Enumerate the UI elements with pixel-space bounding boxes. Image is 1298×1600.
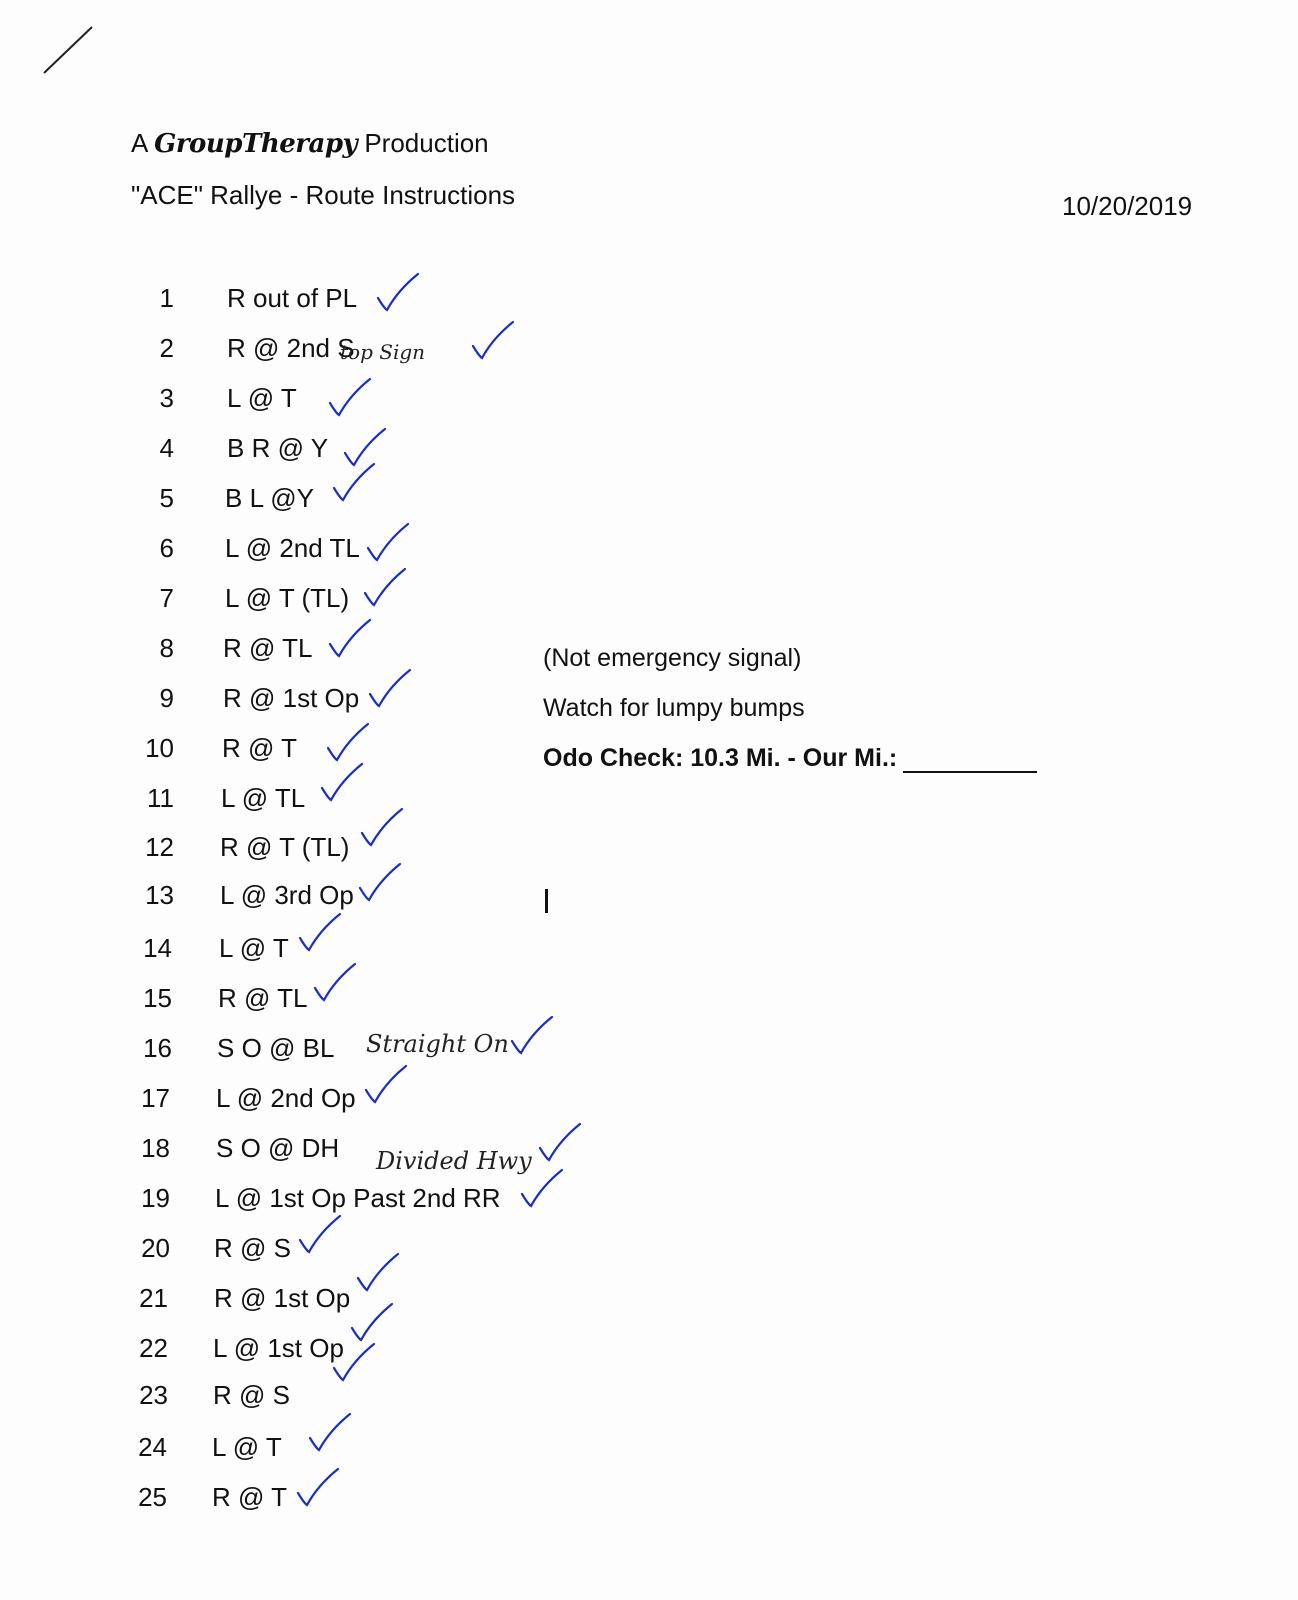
instruction-number: 6 <box>159 533 174 563</box>
instruction-text: L @ T <box>227 383 297 413</box>
handwritten-note-2: top Sign <box>340 340 426 364</box>
instruction-number: 21 <box>139 1283 168 1313</box>
instruction-number: 4 <box>159 433 174 463</box>
check-mark-15 <box>315 964 355 1000</box>
check-mark-14 <box>300 914 340 950</box>
instruction-text: L @ 1st Op <box>213 1333 344 1363</box>
instruction-text: R @ T <box>222 733 298 763</box>
header-suffix: Production <box>364 128 489 158</box>
check-mark-23 <box>334 1344 374 1380</box>
instruction-text: B R @ Y <box>227 433 329 463</box>
instruction-text: R @ 2nd S <box>227 333 355 363</box>
check-mark-6 <box>368 524 408 560</box>
brand-name: GroupTherapy <box>154 129 358 159</box>
handwritten-note-16: Straight On <box>366 1030 509 1058</box>
instruction-text: L @ TL <box>221 783 306 813</box>
instruction-text: R out of PL <box>227 283 358 313</box>
document-title: "ACE" Rallye - Route Instructions <box>131 180 516 210</box>
instruction-number: 1 <box>159 283 174 313</box>
instruction-number: 12 <box>145 832 174 862</box>
check-mark-19 <box>522 1170 562 1206</box>
check-mark-2 <box>473 322 513 358</box>
check-mark-21 <box>358 1254 398 1290</box>
note-row-8: (Not emergency signal) <box>543 644 802 672</box>
instruction-text: R @ T <box>212 1482 288 1512</box>
check-mark-3 <box>330 379 370 415</box>
instruction-text: L @ 2nd TL <box>225 533 360 563</box>
instruction-number: 16 <box>143 1033 172 1063</box>
check-mark-1 <box>378 274 418 310</box>
instruction-text: R @ S <box>213 1380 290 1410</box>
instruction-text: R @ TL <box>223 633 313 663</box>
instruction-number: 19 <box>141 1183 170 1213</box>
instruction-number: 15 <box>143 983 172 1013</box>
instruction-number: 5 <box>159 483 174 513</box>
header-prefix: A <box>131 128 147 158</box>
instruction-number: 2 <box>159 333 174 363</box>
instruction-text: R @ 1st Op <box>223 683 360 713</box>
check-mark-18 <box>540 1124 580 1160</box>
check-mark-25 <box>298 1469 338 1505</box>
check-mark-11 <box>322 764 362 800</box>
instruction-text: L @ T (TL) <box>225 583 350 613</box>
instruction-text: R @ 1st Op <box>214 1283 351 1313</box>
instruction-text: R @ S <box>214 1233 291 1263</box>
instruction-text: R @ T (TL) <box>220 832 350 862</box>
check-mark-24 <box>310 1414 350 1450</box>
check-mark-16 <box>512 1017 552 1053</box>
check-mark-7 <box>365 569 405 605</box>
instruction-text: S O @ BL <box>217 1033 335 1063</box>
instruction-number: 23 <box>139 1380 168 1410</box>
check-mark-5 <box>334 464 374 500</box>
check-mark-10 <box>328 724 368 760</box>
check-mark-9 <box>370 670 410 706</box>
instruction-text: L @ 1st Op Past 2nd RR <box>215 1183 501 1213</box>
instruction-text: B L @Y <box>225 483 315 513</box>
check-mark-8 <box>330 620 370 656</box>
instruction-number: 17 <box>141 1083 170 1113</box>
instruction-text: L @ 3rd Op <box>220 880 354 910</box>
instruction-text: S O @ DH <box>216 1133 340 1163</box>
instruction-text: L @ T <box>219 933 289 963</box>
note-row-9: Watch for lumpy bumps <box>543 694 805 722</box>
check-mark-4 <box>345 429 385 465</box>
document-date: 10/20/2019 <box>1062 191 1193 221</box>
check-mark-12 <box>362 809 402 845</box>
odo-check-label: Odo Check: 10.3 Mi. - Our Mi.: <box>543 744 898 772</box>
instruction-number: 7 <box>159 583 174 613</box>
instruction-number: 8 <box>159 633 174 663</box>
check-mark-13 <box>360 864 400 900</box>
instruction-text: L @ 2nd Op <box>216 1083 356 1113</box>
handwritten-note-18: Divided Hwy <box>376 1147 532 1175</box>
instruction-number: 24 <box>138 1432 167 1462</box>
instruction-number: 14 <box>143 933 172 963</box>
instruction-number: 9 <box>159 683 174 713</box>
check-mark-20 <box>300 1216 340 1252</box>
check-mark-17 <box>366 1066 406 1102</box>
instruction-number: 10 <box>145 733 174 763</box>
instruction-number: 22 <box>139 1333 168 1363</box>
instruction-number: 13 <box>145 880 174 910</box>
instruction-number: 3 <box>159 383 174 413</box>
instruction-text: L @ T <box>212 1432 282 1462</box>
check-mark-22 <box>352 1304 392 1340</box>
instruction-number: 11 <box>147 783 174 813</box>
instruction-number: 18 <box>141 1133 170 1163</box>
instruction-text: R @ TL <box>218 983 308 1013</box>
instruction-number: 25 <box>138 1482 167 1512</box>
instruction-number: 20 <box>141 1233 170 1263</box>
